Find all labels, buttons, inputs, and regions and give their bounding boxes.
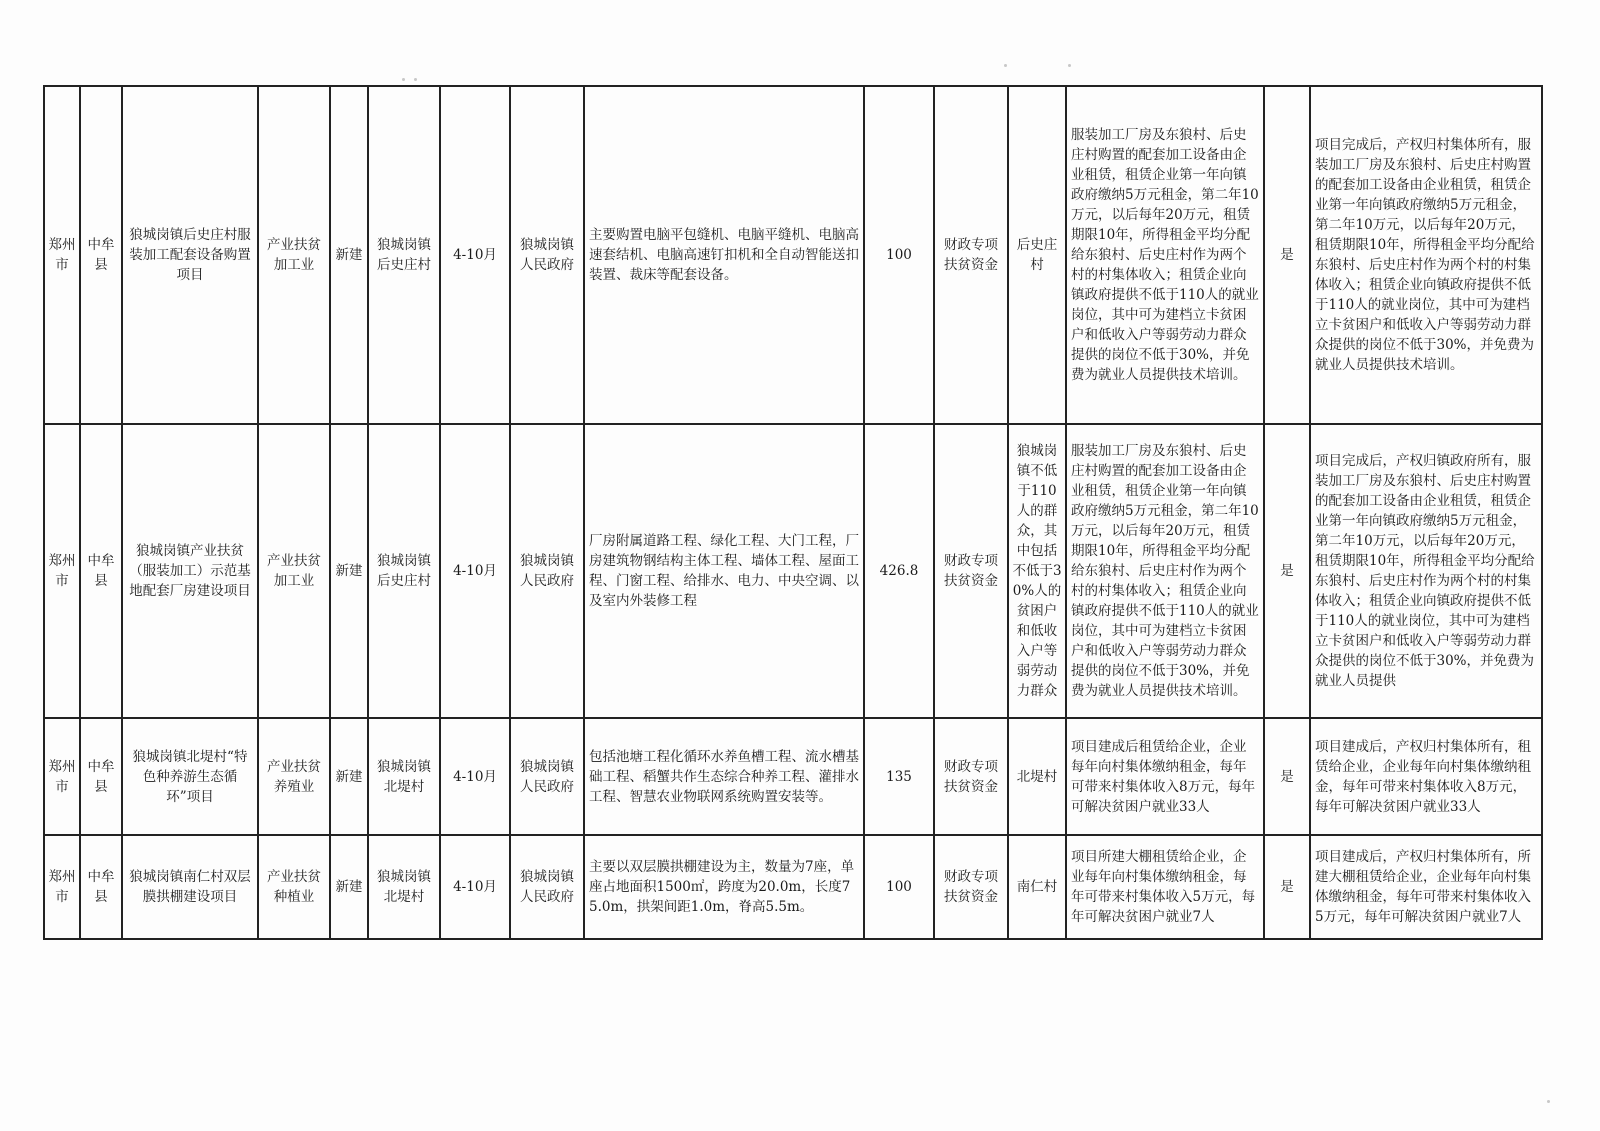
table-row: [44, 86, 1542, 424]
content-cell: 厂房附属道路工程、绿化工程、大门工程，厂房建筑物钢结构主体工程、墙体工程、屋面工程、门窗工程、给排水、电力、中央空调、以及室内外装修工程: [584, 424, 864, 718]
fund-source-cell: 财政专项扶贫资金: [934, 86, 1008, 424]
scan-speck: [1068, 64, 1071, 67]
notes-cell: 项目建成后，产权归村集体所有，租赁给企业，企业每年向村集体缴纳租金，每年可带来村集体收入8万元，每年可解决贫困户就业33人: [1310, 718, 1542, 835]
included-cell: 是: [1264, 718, 1310, 835]
project-name-cell: 狼城岗镇南仁村双层膜拱棚建设项目: [122, 835, 258, 939]
period-cell: 4-10月: [440, 835, 510, 939]
table-row: [44, 718, 1542, 835]
responsible-unit-cell: 狼城岗镇人民政府: [510, 86, 584, 424]
responsible-unit-cell: 狼城岗镇人民政府: [510, 424, 584, 718]
beneficiary-cell: 后史庄村: [1008, 86, 1066, 424]
project-name-cell: 狼城岗镇产业扶贫（服装加工）示范基地配套厂房建设项目: [122, 424, 258, 718]
notes-cell: 项目完成后，产权归镇政府所有，服装加工厂房及东狼村、后史庄村购置的配套加工设备由企业租赁，租赁企业第一年向镇政府缴纳5万元租金，第二年10万元，以后每年20万元，租赁期限10年，所得租金平均分配给东狼村、后史庄村作为两个村的村集体收入；租赁企业向镇政府提供不低于110人的就业岗位，其中可为建档立卡贫困户和低收入户等弱劳动力群众提供的岗位不低于30%，并免费为就业人员提供: [1310, 424, 1542, 718]
construction-type-cell: 新建: [330, 835, 368, 939]
table-row: [44, 424, 1542, 718]
category-cell: 产业扶贫加工业: [258, 424, 330, 718]
period-cell: 4-10月: [440, 424, 510, 718]
benefit-mechanism-cell: 项目建成后租赁给企业，企业每年向村集体缴纳租金，每年可带来村集体收入8万元，每年可解决贫困户就业33人: [1066, 718, 1264, 835]
category-cell: 产业扶贫加工业: [258, 86, 330, 424]
period-cell: 4-10月: [440, 86, 510, 424]
beneficiary-cell: 狼城岗镇不低于110人的群众，其中包括不低于30%人的贫困户和低收入户等弱劳动力群众: [1008, 424, 1066, 718]
benefit-mechanism-cell: 项目所建大棚租赁给企业，企业每年向村集体缴纳租金，每年可带来村集体收入5万元，每年可解决贫困户就业7人: [1066, 835, 1264, 939]
notes-cell: 项目建成后，产权归村集体所有，所建大棚租赁给企业，企业每年向村集体缴纳租金，每年可带来村集体收入5万元，每年可解决贫困户就业7人: [1310, 835, 1542, 939]
investment-cell: 426.8: [864, 424, 934, 718]
location-cell: 狼城岗镇后史庄村: [368, 424, 440, 718]
scan-speck: [402, 78, 405, 81]
county-cell: 中牟县: [80, 835, 122, 939]
county-cell: 中牟县: [80, 424, 122, 718]
investment-cell: 135: [864, 718, 934, 835]
beneficiary-cell: 北堤村: [1008, 718, 1066, 835]
city-cell: 郑州市: [44, 835, 80, 939]
scan-speck: [414, 78, 417, 81]
county-cell: 中牟县: [80, 86, 122, 424]
construction-type-cell: 新建: [330, 718, 368, 835]
content-cell: 主要购置电脑平包缝机、电脑平缝机、电脑高速套结机、电脑高速钉扣机和全自动智能送扣装置、裁床等配套设备。: [584, 86, 864, 424]
content-cell: 包括池塘工程化循环水养鱼槽工程、流水槽基础工程、稻蟹共作生态综合种养工程、灌排水工程、智慧农业物联网系统购置安装等。: [584, 718, 864, 835]
scan-speck: [1004, 64, 1007, 67]
location-cell: 狼城岗镇后史庄村: [368, 86, 440, 424]
period-cell: 4-10月: [440, 718, 510, 835]
project-name-cell: 狼城岗镇后史庄村服装加工配套设备购置项目: [122, 86, 258, 424]
county-cell: 中牟县: [80, 718, 122, 835]
scan-speck: [1547, 1100, 1550, 1103]
category-cell: 产业扶贫养殖业: [258, 718, 330, 835]
city-cell: 郑州市: [44, 424, 80, 718]
category-cell: 产业扶贫种植业: [258, 835, 330, 939]
project-table: [43, 85, 1543, 940]
notes-cell: 项目完成后，产权归村集体所有，服装加工厂房及东狼村、后史庄村购置的配套加工设备由企业租赁，租赁企业第一年向镇政府缴纳5万元租金，第二年10万元，以后每年20万元，租赁期限10年，所得租金平均分配给东狼村、后史庄村作为两个村的村集体收入；租赁企业向镇政府提供不低于110人的就业岗位，其中可为建档立卡贫困户和低收入户等弱劳动力群众提供的岗位不低于30%，并免费为就业人员提供技术培训。: [1310, 86, 1542, 424]
included-cell: 是: [1264, 424, 1310, 718]
responsible-unit-cell: 狼城岗镇人民政府: [510, 718, 584, 835]
table-row: [44, 835, 1542, 939]
included-cell: 是: [1264, 86, 1310, 424]
investment-cell: 100: [864, 86, 934, 424]
construction-type-cell: 新建: [330, 424, 368, 718]
beneficiary-cell: 南仁村: [1008, 835, 1066, 939]
city-cell: 郑州市: [44, 718, 80, 835]
benefit-mechanism-cell: 服装加工厂房及东狼村、后史庄村购置的配套加工设备由企业租赁，租赁企业第一年向镇政府缴纳5万元租金，第二年10万元，以后每年20万元，租赁期限10年，所得租金平均分配给东狼村、后史庄村作为两个村的村集体收入；租赁企业向镇政府提供不低于110人的就业岗位，其中可为建档立卡贫困户和低收入户等弱劳动力群众提供的岗位不低于30%，并免费为就业人员提供技术培训。: [1066, 86, 1264, 424]
city-cell: 郑州市: [44, 86, 80, 424]
fund-source-cell: 财政专项扶贫资金: [934, 835, 1008, 939]
project-name-cell: 狼城岗镇北堤村“特色种养游生态循环”项目: [122, 718, 258, 835]
included-cell: 是: [1264, 835, 1310, 939]
benefit-mechanism-cell: 服装加工厂房及东狼村、后史庄村购置的配套加工设备由企业租赁，租赁企业第一年向镇政府缴纳5万元租金，第二年10万元，以后每年20万元，租赁期限10年，所得租金平均分配给东狼村、后史庄村作为两个村的村集体收入；租赁企业向镇政府提供不低于110人的就业岗位，其中可为建档立卡贫困户和低收入户等弱劳动力群众提供的岗位不低于30%，并免费为就业人员提供技术培训。: [1066, 424, 1264, 718]
responsible-unit-cell: 狼城岗镇人民政府: [510, 835, 584, 939]
location-cell: 狼城岗镇北堤村: [368, 835, 440, 939]
location-cell: 狼城岗镇北堤村: [368, 718, 440, 835]
content-cell: 主要以双层膜拱棚建设为主，数量为7座，单座占地面积1500㎡，跨度为20.0m，长度75.0m，拱架间距1.0m，脊高5.5m。: [584, 835, 864, 939]
investment-cell: 100: [864, 835, 934, 939]
construction-type-cell: 新建: [330, 86, 368, 424]
fund-source-cell: 财政专项扶贫资金: [934, 424, 1008, 718]
fund-source-cell: 财政专项扶贫资金: [934, 718, 1008, 835]
